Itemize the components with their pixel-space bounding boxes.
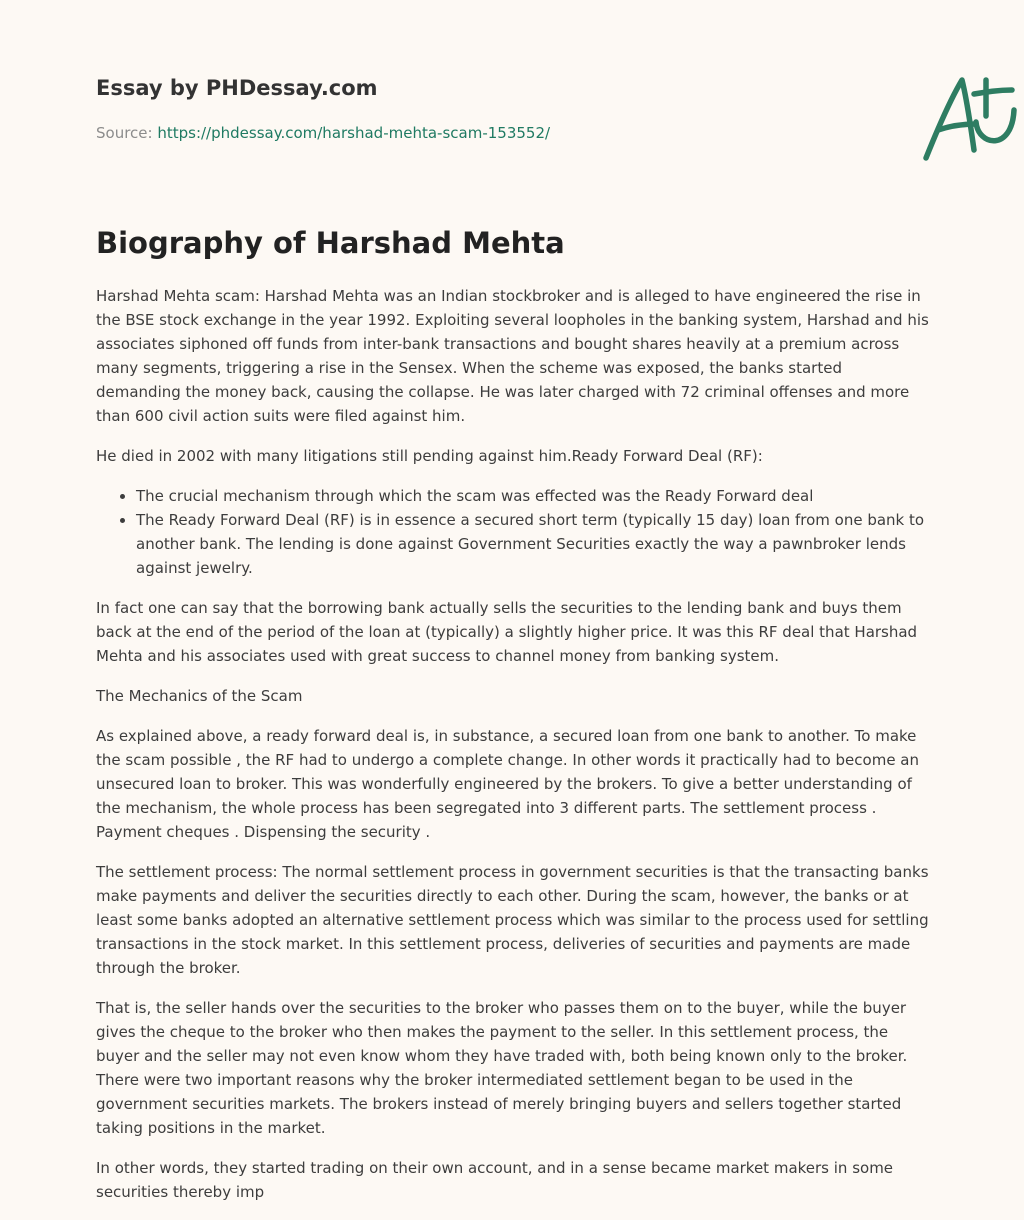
- source-link[interactable]: https://phdessay.com/harshad-mehta-scam-153552/: [157, 124, 551, 142]
- paragraph-settlement: The settlement process: The normal settlement process in government securities is that the transacting banks make payments and deliver the securities directly to each other. During the scam, however, the banks or at least some banks adopted an alternative settlement process which was similar to the process used for settling transactions in the stock market. In this settlement process, deliveries of securities and payments are made through the broker.: [96, 863, 929, 977]
- list-item: • The Ready Forward Deal (RF) is in essence a secured short term (typically 15 day) loan from one bank to another bank. The lending is done against Government Securities exactly the way a pawnbroker lends against jewelry.: [136, 508, 930, 580]
- paragraph-rf-explanation: In fact one can say that the borrowing bank actually sells the securities to the lending bank and buys them back at the end of the period of the loan at (typically) a slightly higher price. It was this RF deal that Harshad Mehta and his associates used with great success to channel money from banking system.: [96, 599, 918, 665]
- paragraph-seller-broker: That is, the seller hands over the securities to the broker who passes them on to the buyer, while the buyer gives the cheque to the broker who then makes the payment to the seller. In this settlement process, the buyer and the seller may not even know whom they have traded with, both being known only to the broker. There were two important reasons why the broker intermediated settlement began to be used in the government securities markets. The brokers instead of merely bringing buyers and sellers together started taking positions in the market.: [96, 999, 908, 1137]
- paragraph-mechanics: As explained above, a ready forward deal is, in substance, a secured loan from one bank to another. To make the scam possible , the RF had to undergo a complete change. In other words it practically had to become an unsecured loan to broker. This was wonderfully engineered by the brokers. To give a better understanding of the mechanism, the whole process has been segregated into 3 different parts. The settlement process . Payment cheques . Dispensing the security .: [96, 727, 920, 841]
- source-label: Source:: [96, 124, 158, 142]
- source-line: [96, 124, 550, 142]
- a-plus-logo-icon: [916, 66, 1024, 166]
- rf-bullet-list: [96, 484, 930, 580]
- section-heading-mechanics: The Mechanics of the Scam: [96, 687, 303, 705]
- site-title: Essay by PHDessay.com: [96, 76, 378, 100]
- paragraph-death: He died in 2002 with many litigations still pending against him.Ready Forward Deal (RF):: [96, 447, 763, 465]
- list-item: • The crucial mechanism through which the scam was effected was the Ready Forward deal: [136, 484, 930, 508]
- essay-title: Biography of Harshad Mehta: [96, 226, 565, 260]
- essay-body: [96, 284, 930, 1220]
- paragraph-market-makers: In other words, they started trading on their own account, and in a sense became market makers in some securities thereby imp: [96, 1159, 894, 1201]
- paragraph-intro: Harshad Mehta scam: Harshad Mehta was an Indian stockbroker and is alleged to have engineered the rise in the BSE stock exchange in the year 1992. Exploiting several loopholes in the banking system, Harshad and his associates siphoned off funds from inter-bank transactions and bought shares heavily at a premium across many segments, triggering a rise in the Sensex. When the scheme was exposed, the banks started demanding the money back, causing the collapse. He was later charged with 72 criminal offenses and more than 600 civil action suits were filed against him.: [96, 287, 929, 425]
